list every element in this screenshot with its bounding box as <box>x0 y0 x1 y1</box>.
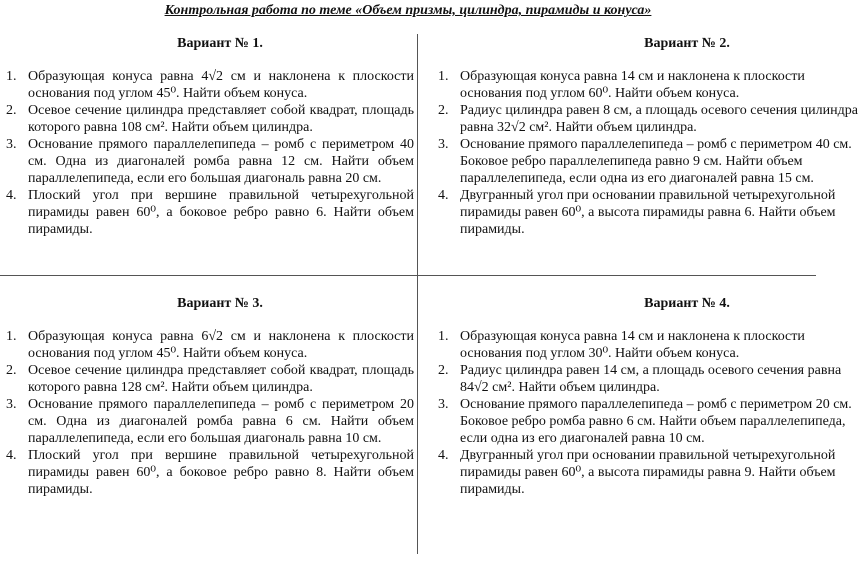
problem-number: 1. <box>438 69 449 84</box>
vertical-divider <box>417 34 418 554</box>
problem-item <box>6 396 414 447</box>
problem-text: Двугранный угол при основании правильной четырехугольной пирамиды равен 60⁰, а высота пирамиды равна 6. Найти объем пирамиды. <box>460 188 836 237</box>
problem-number: 2. <box>438 363 449 378</box>
variant-3 <box>6 294 414 556</box>
problem-item <box>438 136 860 187</box>
problem-text: Образующая конуса равна 4√2 см и наклонена к плоскости основания под углом 45⁰. Найти объем конуса. <box>28 69 414 101</box>
problem-text: Основание прямого параллелепипеда – ромб с периметром 20 см. Боковое ребро ромба равно 6 см. Найти объем параллелепипеда, если одна из его диагоналей равна 10 см. <box>460 397 852 446</box>
problem-list <box>438 68 858 238</box>
problem-list <box>438 328 852 498</box>
problem-item <box>438 68 860 102</box>
problem-number: 1. <box>6 329 17 344</box>
problem-text: Осевое сечение цилиндра представляет собой квадрат, площадь которого равна 108 см². Найти объем цилиндра. <box>28 103 414 135</box>
problem-text: Основание прямого параллелепипеда – ромб с периметром 20 см. Одна из диагоналей ромба равна 6 см. Найти объем параллелепипеда, если его большая диагональ равна 10 см. <box>28 397 414 446</box>
problem-item <box>438 187 860 238</box>
problem-item <box>438 362 860 396</box>
problem-item <box>438 328 860 362</box>
problem-item <box>438 102 860 136</box>
horizontal-divider <box>0 275 816 276</box>
problem-list <box>6 328 414 498</box>
problem-item <box>6 68 414 102</box>
problem-item <box>6 362 414 396</box>
problem-text: Основание прямого параллелепипеда – ромб с периметром 40 см. Одна из диагоналей ромба равна 12 см. Найти объем параллелепипеда, если его большая диагональ равна 20 см. <box>28 137 414 186</box>
problem-number: 2. <box>438 103 449 118</box>
problem-text: Образующая конуса равна 14 см и наклонена к плоскости основания под углом 30⁰. Найти объем конуса. <box>460 329 805 361</box>
problem-text: Плоский угол при вершине правильной четырехугольной пирамиды равен 60⁰, а боковое ребро равно 8. Найти объем пирамиды. <box>28 448 414 497</box>
problem-item <box>438 396 860 447</box>
problem-number: 4. <box>6 448 17 463</box>
variant-heading: Вариант № 3. <box>177 296 263 311</box>
problem-number: 1. <box>438 329 449 344</box>
problem-list <box>6 68 414 238</box>
problem-item <box>6 187 414 238</box>
problem-number: 3. <box>6 137 17 152</box>
variant-heading: Вариант № 1. <box>177 36 263 51</box>
problem-number: 4. <box>438 188 449 203</box>
problem-number: 3. <box>438 137 449 152</box>
problem-item <box>6 447 414 498</box>
variant-4 <box>438 294 852 556</box>
problem-text: Радиус цилиндра равен 8 см, а площадь осевого сечения цилиндра равна 32√2 см². Найти объем цилиндра. <box>460 103 858 135</box>
problem-item <box>6 102 414 136</box>
problem-text: Образующая конуса равна 6√2 см и наклонена к плоскости основания под углом 45⁰. Найти объем конуса. <box>28 329 414 361</box>
variant-heading: Вариант № 2. <box>644 36 730 51</box>
problem-text: Двугранный угол при основании правильной четырехугольной пирамиды равен 60⁰, а высота пирамиды равна 9. Найти объем пирамиды. <box>460 448 836 497</box>
problem-text: Плоский угол при вершине правильной четырехугольной пирамиды равен 60⁰, а боковое ребро равно 6. Найти объем пирамиды. <box>28 188 414 237</box>
problem-number: 2. <box>6 363 17 378</box>
problem-item <box>438 447 860 498</box>
problem-text: Радиус цилиндра равен 14 см, а площадь осевого сечения равна 84√2 см². Найти объем цилиндра. <box>460 363 842 395</box>
problem-number: 4. <box>6 188 17 203</box>
problem-number: 1. <box>6 69 17 84</box>
variant-1 <box>6 34 414 272</box>
problem-number: 2. <box>6 103 17 118</box>
problem-number: 3. <box>438 397 449 412</box>
problem-number: 4. <box>438 448 449 463</box>
problem-text: Осевое сечение цилиндра представляет собой квадрат, площадь которого равна 128 см². Найти объем цилиндра. <box>28 363 414 395</box>
page-title: Контрольная работа по теме «Объем призмы, цилиндра, пирамиды и конуса» <box>164 3 652 18</box>
variant-heading: Вариант № 4. <box>644 296 730 311</box>
problem-text: Основание прямого параллелепипеда – ромб с периметром 40 см. Боковое ребро параллелепипеда равно 9 см. Найти объем параллелепипеда, если одна из его диагоналей равна 15 см. <box>460 137 852 186</box>
problem-item <box>6 136 414 187</box>
problem-item <box>6 328 414 362</box>
problem-number: 3. <box>6 397 17 412</box>
problem-text: Образующая конуса равна 14 см и наклонена к плоскости основания под углом 60⁰. Найти объем конуса. <box>460 69 805 101</box>
variant-2 <box>438 34 858 272</box>
